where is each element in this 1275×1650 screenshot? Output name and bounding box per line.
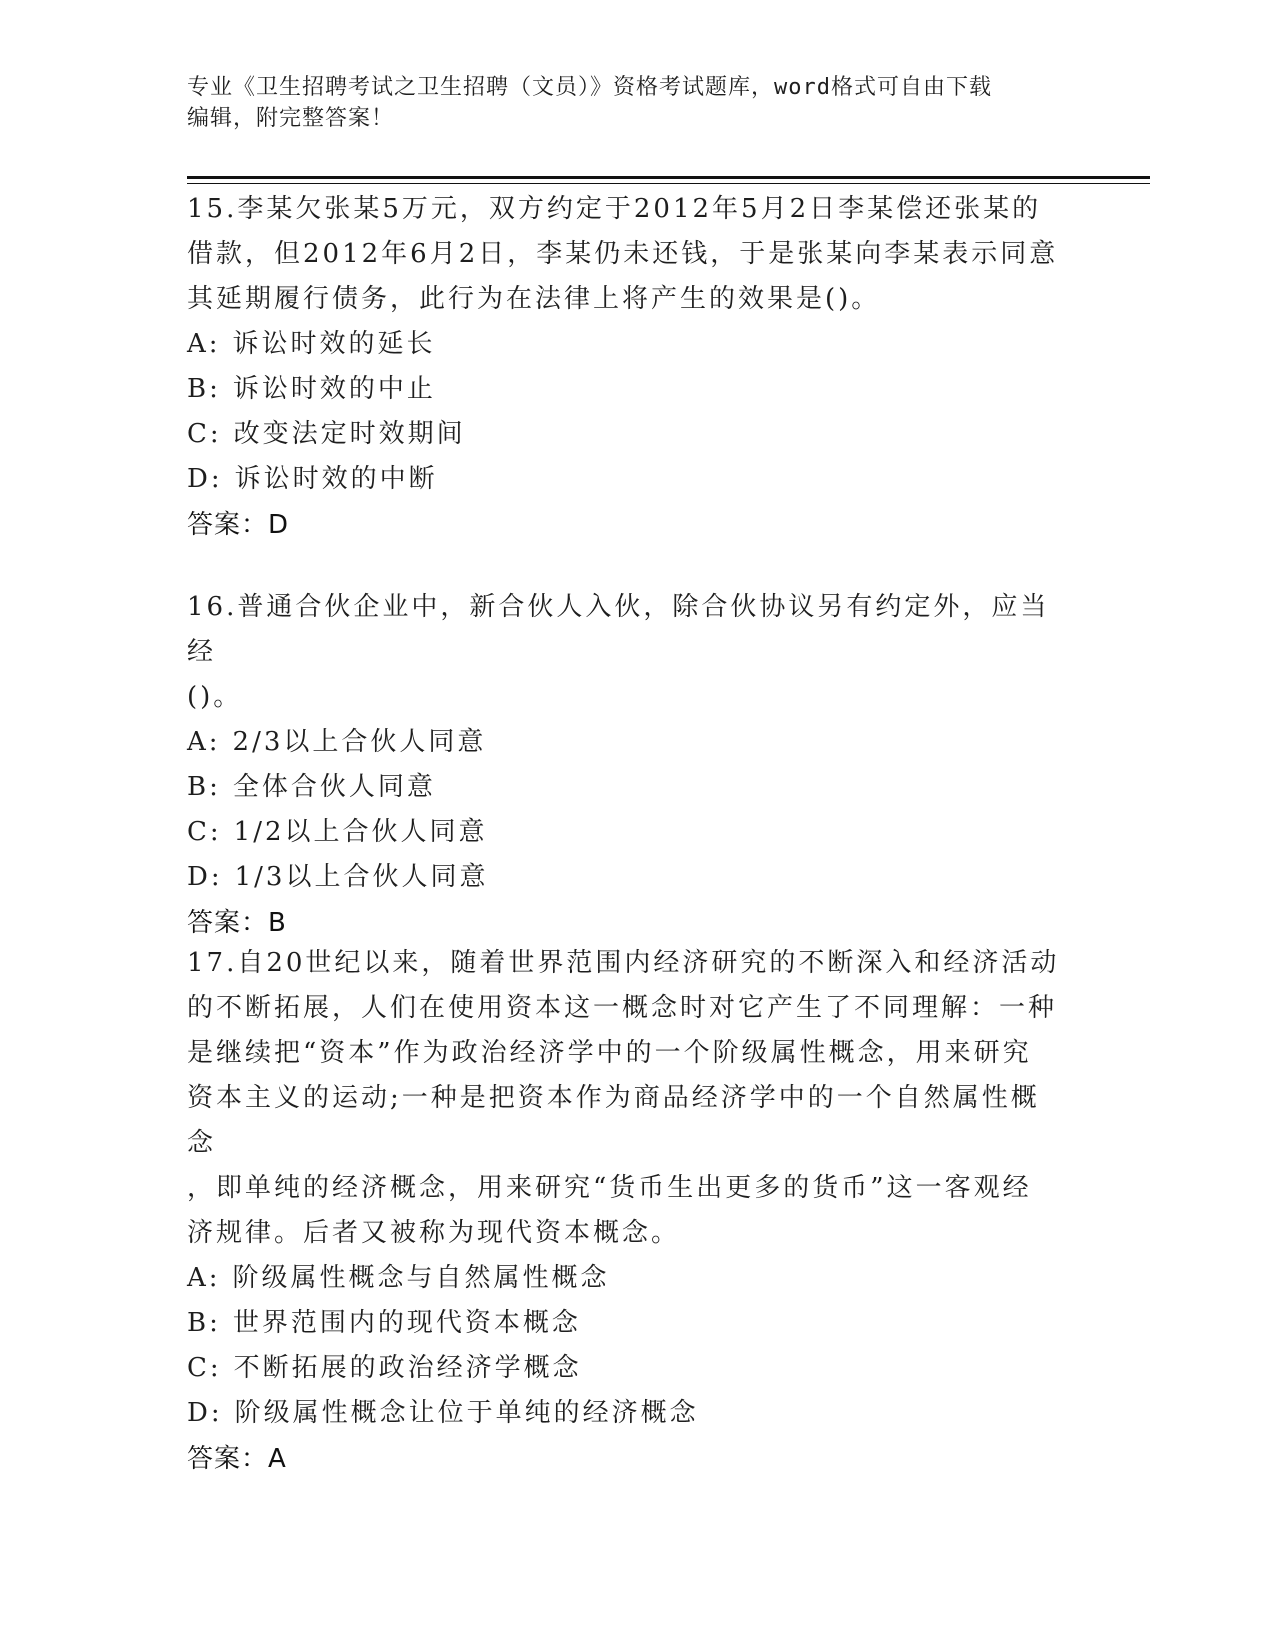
stem-line: 资本主义的运动;一种是把资本作为商品经济学中的一个自然属性概念: [187, 1083, 1040, 1158]
option-c: C: 1/2以上合伙人同意: [187, 817, 488, 847]
answer-line: 答案：A: [187, 1444, 287, 1474]
option-b: B: 世界范围内的现代资本概念: [187, 1308, 581, 1338]
question-16: [187, 585, 1067, 946]
question-stem: [187, 585, 1067, 720]
option-b: B: 诉讼时效的中止: [187, 374, 436, 404]
header-divider-thick: [187, 176, 1150, 179]
option-d: D: 诉讼时效的中断: [187, 464, 438, 494]
stem-line: 其延期履行债务，此行为在法律上将产生的效果是()。: [187, 284, 881, 314]
option-c: C: 不断拓展的政治经济学概念: [187, 1353, 582, 1383]
question-stem: [187, 941, 1067, 1256]
header-line-1: 专业《卫生招聘考试之卫生招聘（文员）》资格考试题库，word格式可自由下载: [187, 75, 992, 100]
answer-line: 答案：D: [187, 510, 290, 540]
header-line-2: 编辑，附完整答案！: [187, 106, 395, 131]
stem-line: 借款，但2012年6月2日，李某仍未还钱，于是张某向李某表示同意: [187, 239, 1059, 269]
stem-line: ()。: [187, 682, 243, 712]
document-header: [187, 72, 1067, 134]
stem-line: 15.李某欠张某5万元，双方约定于2012年5月2日李某偿还张某的: [187, 194, 1042, 224]
option-d: D: 阶级属性概念让位于单纯的经济概念: [187, 1398, 699, 1428]
stem-line: 是继续把“资本”作为政治经济学中的一个阶级属性概念，用来研究: [187, 1038, 1032, 1068]
answer-line: 答案：B: [187, 908, 287, 938]
option-b: B: 全体合伙人同意: [187, 772, 436, 802]
header-divider-thin: [187, 183, 1150, 184]
question-stem: [187, 187, 1067, 322]
question-17: [187, 941, 1067, 1482]
stem-line: 16.普通合伙企业中，新合伙人入伙，除合伙协议另有约定外，应当经: [187, 592, 1050, 667]
question-15: [187, 187, 1067, 548]
option-a: A: 阶级属性概念与自然属性概念: [187, 1263, 610, 1293]
option-d: D: 1/3以上合伙人同意: [187, 862, 489, 892]
stem-line: 济规律。后者又被称为现代资本概念。: [187, 1218, 681, 1248]
stem-line: 的不断拓展，人们在使用资本这一概念时对它产生了不同理解：一种: [187, 993, 1058, 1023]
option-a: A: 2/3以上合伙人同意: [187, 727, 487, 757]
option-a: A: 诉讼时效的延长: [187, 329, 436, 359]
stem-line: ，即单纯的经济概念，用来研究“货币生出更多的货币”这一客观经: [187, 1173, 1032, 1203]
option-c: C: 改变法定时效期间: [187, 419, 466, 449]
stem-line: 17.自20世纪以来，随着世界范围内经济研究的不断深入和经济活动: [187, 948, 1060, 978]
